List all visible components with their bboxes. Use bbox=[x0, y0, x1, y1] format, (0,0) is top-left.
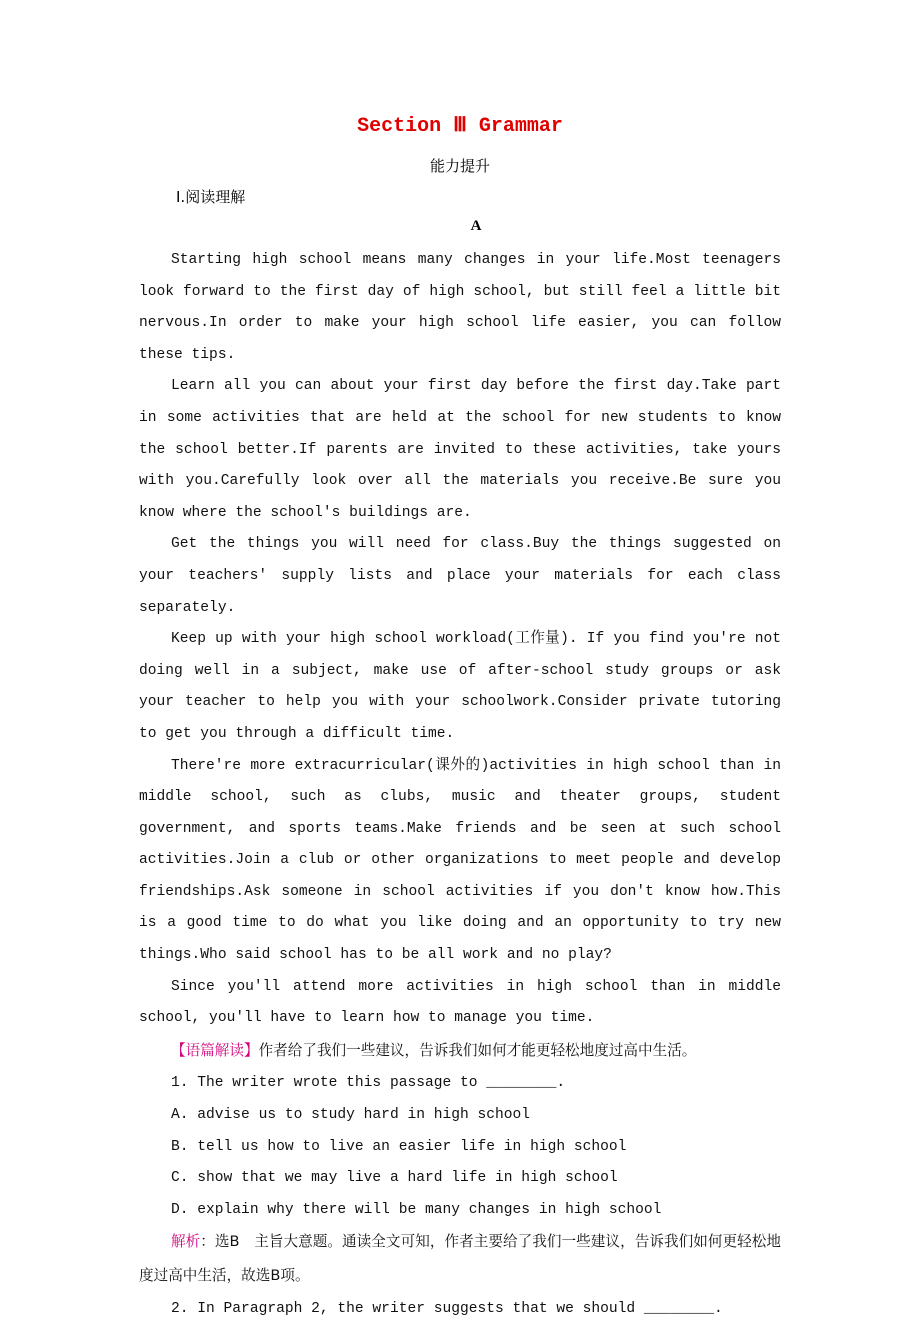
question-1-stem: 1. The writer wrote this passage to ________. bbox=[171, 1075, 566, 1092]
passage-paragraph-3: Get the things you will need for class.Buy the things suggested on your teachers' supply lists and place your materials for each class separately. bbox=[139, 536, 781, 616]
question-2-stem: 2. In Paragraph 2, the writer suggests that we should ________. bbox=[171, 1300, 723, 1317]
passage-paragraph-5: There're more extracurricular(课外的)activities in high school than in middle school, such as clubs, music and theater groups, student government, and sports teams.Make friends and be seen at such school activities.Join a club or other organizations to meet people and develop friendships.Ask someone in school activities if you don't know how.This is a good time to do what you like doing and an opportunity to try new things.Who said school has to be all work and no play? bbox=[139, 757, 781, 964]
summary-line bbox=[139, 1035, 781, 1069]
question-1-option-b: B. tell us how to live an easier life in high school bbox=[171, 1138, 627, 1155]
passage-paragraph-1: Starting high school means many changes in your life.Most teenagers look forward to the first day of high school, but still feel a little bit nervous.In order to make your high school life easier, you can follow these tips. bbox=[139, 252, 781, 363]
document-body bbox=[139, 245, 781, 1325]
question-1-option-d: D. explain why there will be many changes in high school bbox=[171, 1201, 662, 1218]
question-1-analysis bbox=[139, 1226, 781, 1293]
passage-paragraph-2: Learn all you can about your first day before the first day.Take part in some activities that are held at the school for new students to know the school better.If parents are invited to these activities, take yours with you.Carefully look over all the materials you receive.Be sure you know where the school's buildings are. bbox=[139, 378, 781, 521]
section-title: Section Ⅲ Grammar bbox=[357, 115, 563, 138]
summary-text: 作者给了我们一些建议，告诉我们如何才能更轻松地度过高中生活。 bbox=[258, 1041, 697, 1059]
question-1-option-a: A. advise us to study hard in high school bbox=[171, 1107, 531, 1124]
summary-tag: 【语篇解读】 bbox=[171, 1041, 259, 1059]
analysis-tag: 解析 bbox=[171, 1233, 201, 1251]
section-label: Ⅰ.阅读理解 bbox=[176, 188, 246, 206]
part-label: A bbox=[470, 218, 482, 234]
subtitle: 能力提升 bbox=[429, 157, 490, 175]
passage-paragraph-4: Keep up with your high school workload(工作量). If you find you're not doing well in a subject, make use of after-school study groups or ask your teacher to help you with your schoolwork.Consider private tutoring to get you through a difficult time. bbox=[139, 631, 781, 742]
passage-paragraph-6: Since you'll attend more activities in high school than in middle school, you'll have to learn how to manage you time. bbox=[139, 978, 781, 1027]
question-1-option-c: C. show that we may live a hard life in high school bbox=[171, 1170, 618, 1187]
analysis-text: ：选B 主旨大意题。通读全文可知，作者主要给了我们一些建议，告诉我们如何更轻松地度过高中生活，故选B项。 bbox=[139, 1233, 781, 1284]
